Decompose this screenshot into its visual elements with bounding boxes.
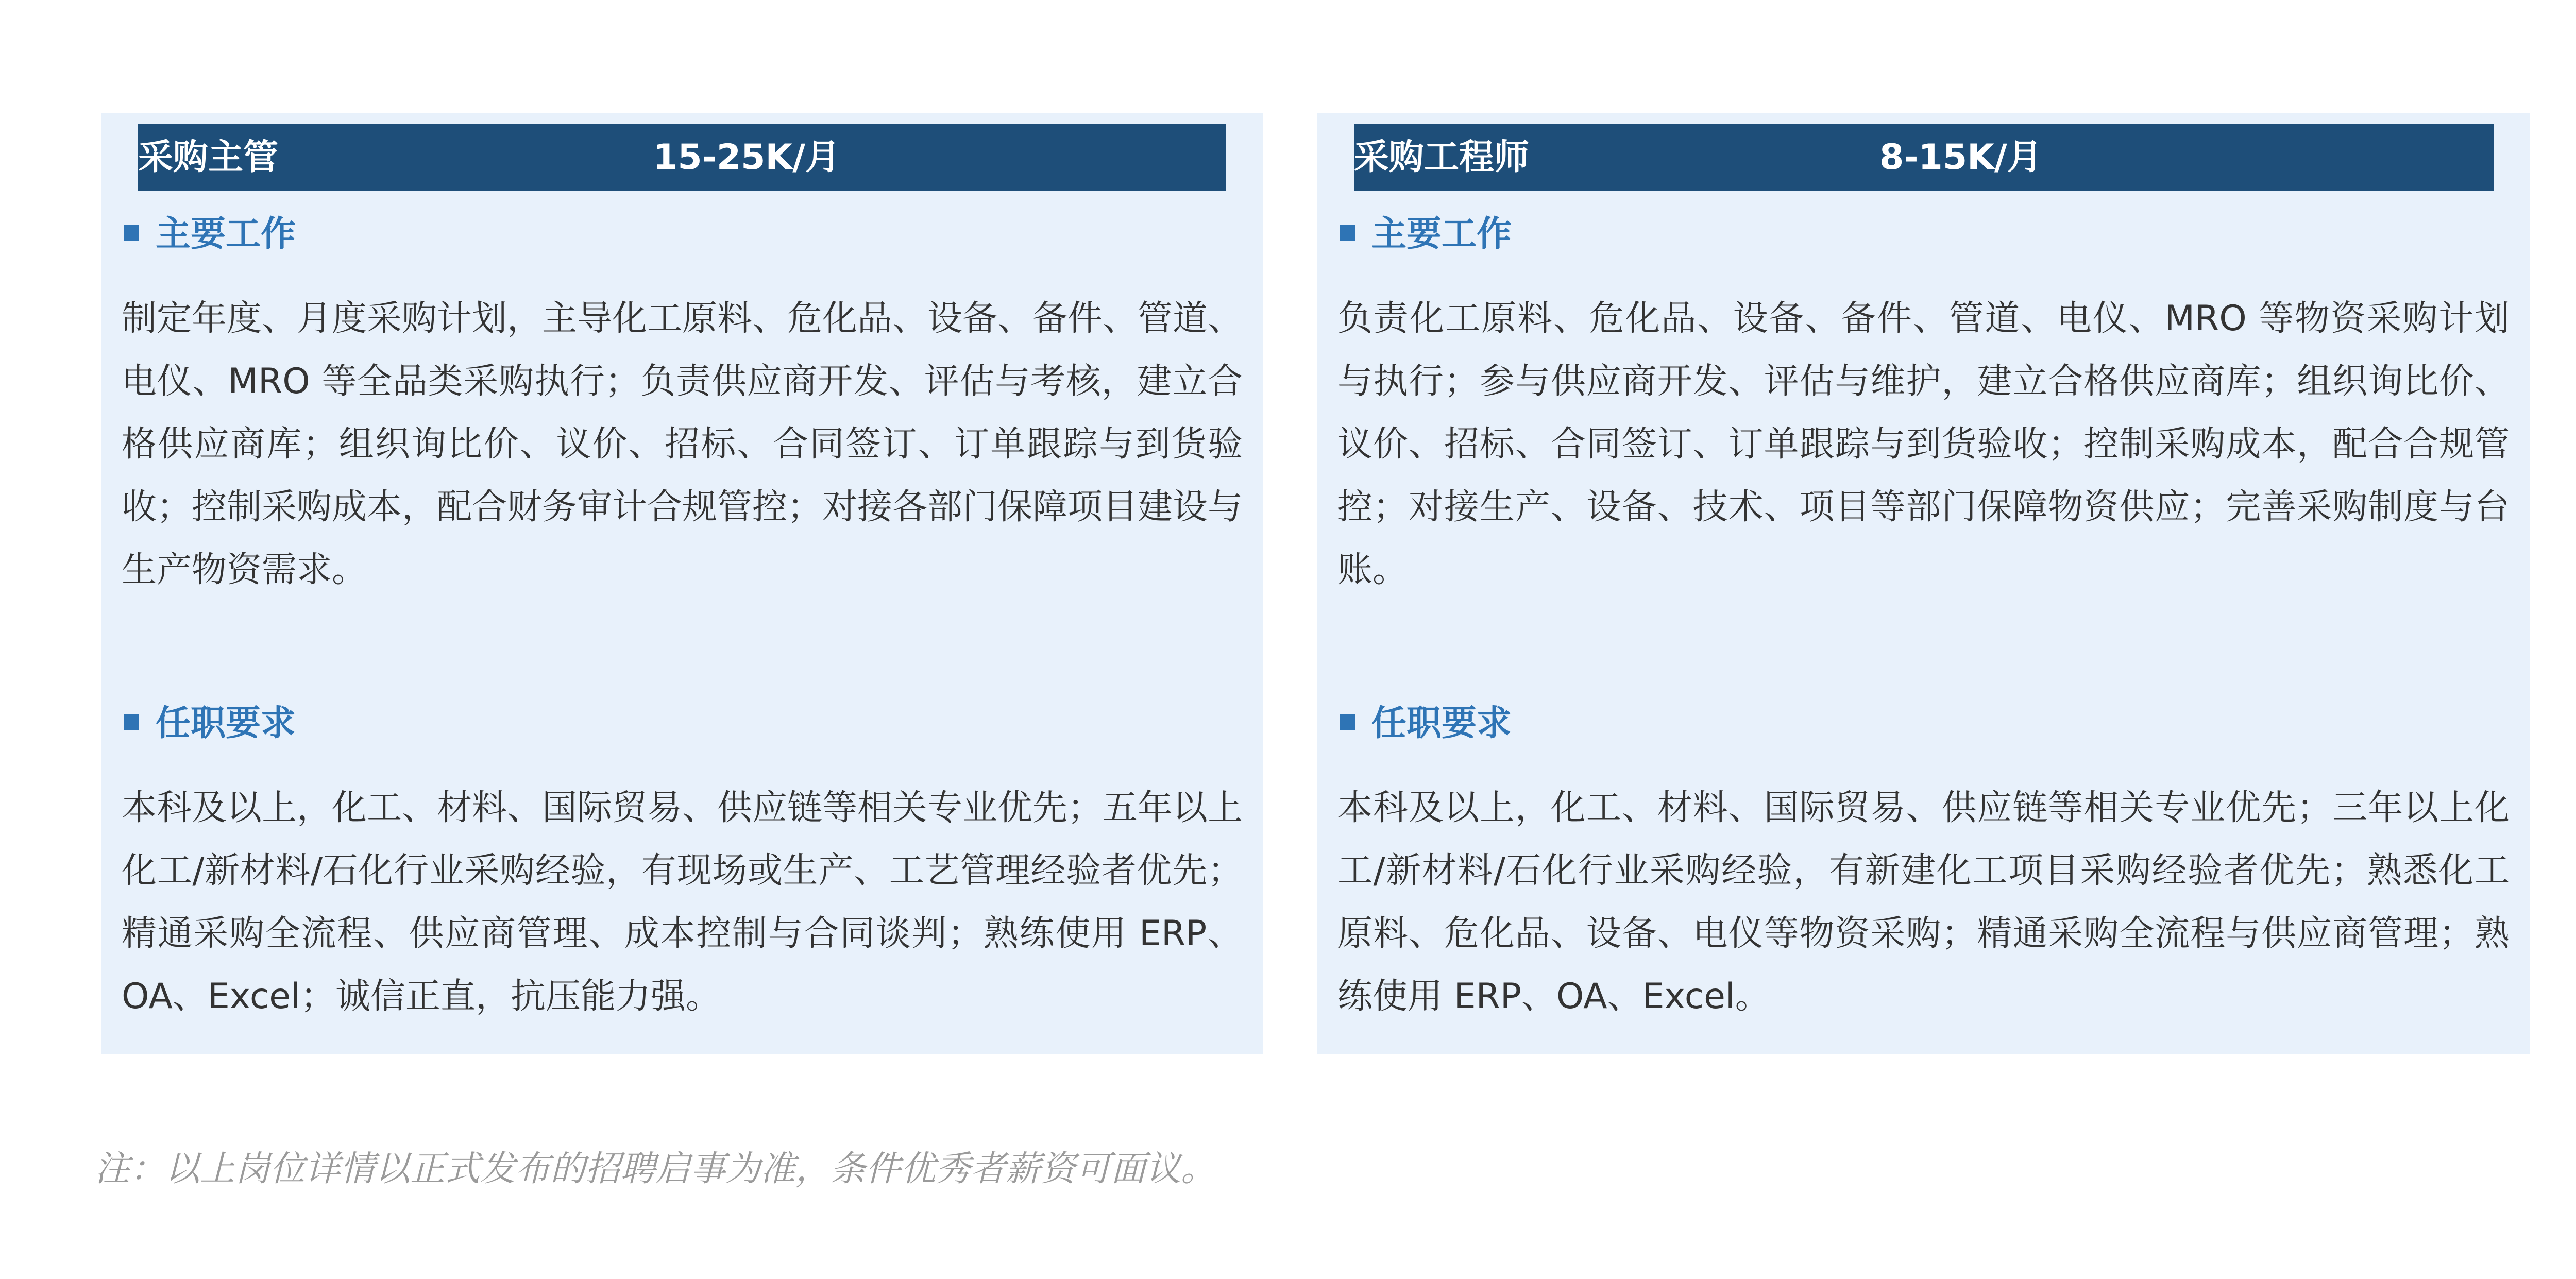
job-title: 采购工程师 <box>1354 137 1530 178</box>
job-title-bar <box>1354 124 2494 191</box>
job-salary: 15-25K/月 <box>653 137 841 178</box>
footnote: 注：以上岗位详情以正式发布的招聘启事为准，条件优秀者薪资可面议。 <box>95 1149 1216 1189</box>
section-heading-label: 任职要求 <box>1371 703 1512 744</box>
section-heading-main-work <box>1340 211 1512 258</box>
job-card-purchasing-supervisor <box>101 113 1263 1054</box>
job-salary: 8-15K/月 <box>1879 137 2042 178</box>
section-heading-requirements <box>124 701 296 747</box>
square-bullet-icon <box>124 714 139 730</box>
section-heading-label: 任职要求 <box>156 703 296 744</box>
requirements-text: 本科及以上，化工、材料、国际贸易、供应链等相关专业优先；三年以上化工/新材料/石化行业采购经验，有新建化工项目采购经验者优先；熟悉化工原料、危化品、设备、电仪等物资采购；精通采购全流程与供应商管理；熟练使用 ERP、OA、Excel。 <box>1337 788 2510 1017</box>
main-work-text: 负责化工原料、危化品、设备、备件、管道、电仪、MRO 等物资采购计划与执行；参与供应商开发、评估与维护，建立合格供应商库；组织询比价、议价、招标、合同签订、订单跟踪与到货验收；控制采购成本，配合合规管控；对接生产、设备、技术、项目等部门保障物资供应；完善采购制度与台账。 <box>1337 298 2510 590</box>
square-bullet-icon <box>1340 225 1355 241</box>
section-heading-label: 主要工作 <box>156 214 296 254</box>
main-work-text: 制定年度、月度采购计划，主导化工原料、危化品、设备、备件、管道、电仪、MRO 等全品类采购执行；负责供应商开发、评估与考核，建立合格供应商库；组织询比价、议价、招标、合同签订、订单跟踪与到货验收；控制采购成本，配合财务审计合规管控；对接各部门保障项目建设与生产物资需求。 <box>122 298 1243 590</box>
job-card-purchasing-engineer <box>1317 113 2530 1054</box>
section-heading-label: 主要工作 <box>1371 214 1512 254</box>
job-title: 采购主管 <box>138 137 279 178</box>
job-title-bar <box>138 124 1226 191</box>
requirements-text: 本科及以上，化工、材料、国际贸易、供应链等相关专业优先；五年以上化工/新材料/石化行业采购经验，有现场或生产、工艺管理经验者优先；精通采购全流程、供应商管理、成本控制与合同谈判；熟练使用 ERP、OA、Excel；诚信正直，抗压能力强。 <box>122 788 1243 1017</box>
square-bullet-icon <box>124 225 139 241</box>
section-heading-requirements <box>1340 701 1512 747</box>
square-bullet-icon <box>1340 714 1355 730</box>
section-heading-main-work <box>124 211 296 258</box>
